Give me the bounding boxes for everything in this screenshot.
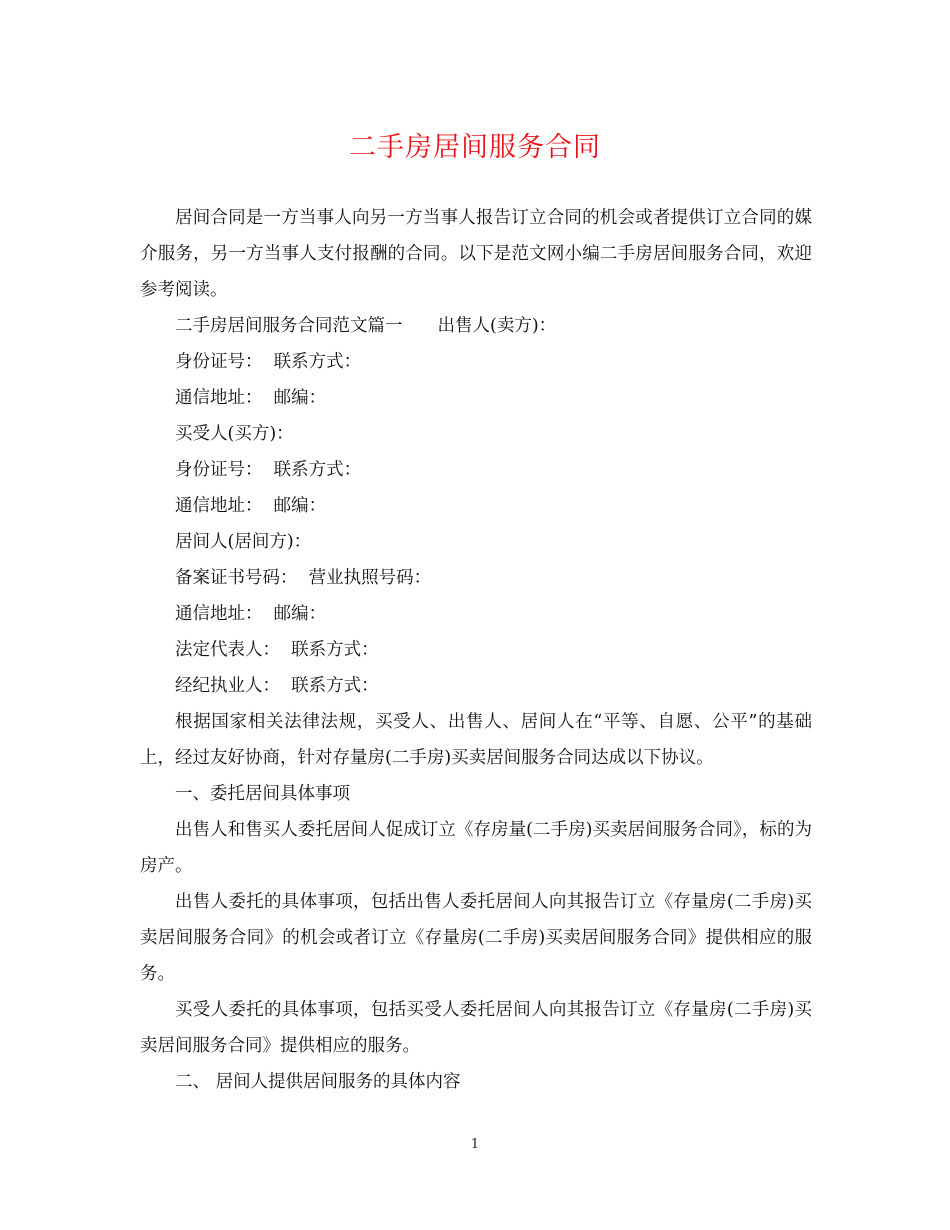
document-body: [140, 200, 812, 1100]
section-paragraph: 出售人和售买人委托居间人促成订立《存房量(二手房)买卖居间服务合同》，标的为 房产。: [140, 820, 812, 876]
broker-address-line: 通信地址： 邮编：: [175, 604, 327, 624]
document-title: 二手房居间服务合同: [349, 132, 601, 163]
seller-address-line: 通信地址： 邮编：: [175, 388, 327, 408]
buyer-address-line: 通信地址： 邮编：: [175, 496, 327, 516]
legal-rep-line: 法定代表人： 联系方式：: [175, 640, 379, 660]
page-number: 1: [470, 1137, 480, 1152]
broker-license-line: 备案证书号码： 营业执照号码：: [175, 568, 432, 588]
section-paragraph: 买受人委托的具体事项，包括买受人委托居间人向其报告订立《存量房(二手房)买卖居间服务合同》提供相应的服务。: [140, 1000, 812, 1056]
section-heading: 二、 居间人提供居间服务的具体内容: [175, 1072, 461, 1092]
buyer-id-line: 身份证号： 联系方式：: [175, 460, 362, 480]
seller-line: 二手房居间服务合同范文篇一 出售人(卖方)：: [175, 316, 557, 336]
seller-id-line: 身份证号： 联系方式：: [175, 352, 362, 372]
basis-paragraph: 根据国家相关法律法规，买受人、出售人、居间人在“平等、自愿、公平”的基础上，经过友好协商，针对存量房(二手房)买卖居间服务合同达成以下协议。: [140, 712, 812, 768]
agent-line: 经纪执业人： 联系方式：: [175, 676, 379, 696]
broker-line: 居间人(居间方)：: [175, 532, 312, 552]
section-paragraph: 出售人委托的具体事项，包括出售人委托居间人向其报告订立《存量房(二手房)买卖居间服务合同》的机会或者订立《存量房(二手房)买卖居间服务合同》提供相应的服务。: [140, 892, 812, 984]
buyer-line: 买受人(买方)：: [175, 424, 294, 444]
intro-paragraph: 居间合同是一方当事人向另一方当事人报告订立合同的机会或者提供订立合同的媒介服务，另一方当事人支付报酬的合同。以下是范文网小编二手房居间服务合同，欢迎参考阅读。: [140, 208, 812, 300]
section-heading: 一、委托居间具体事项: [175, 784, 350, 804]
